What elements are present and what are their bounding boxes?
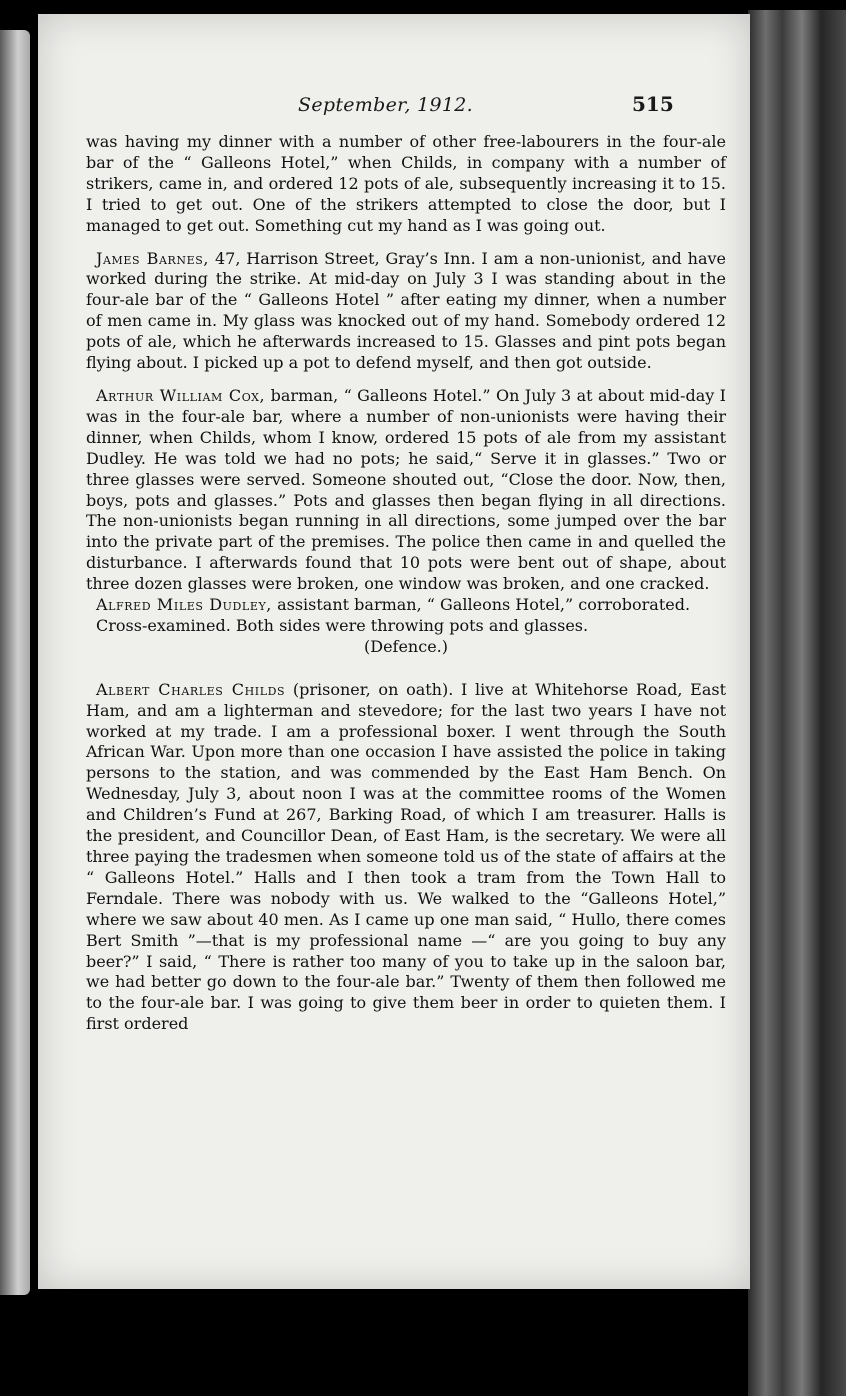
paragraph-text: assistant barman, “ Galleons Hotel,” corroborated. [272, 595, 691, 615]
page-stack-edge [748, 10, 846, 1396]
paragraph-james-barnes [86, 249, 726, 374]
paragraph-cross-examined [86, 616, 726, 637]
speaker-name: Albert Charles Childs [96, 679, 286, 699]
paragraph-text: 47, Harrison Street, Gray’s Inn. I am a non-unionist, and have worked during the strike. At mid-day on July 3 I was standing about in the four-ale bar of the “ Galleons Hotel ” after eating my dinner, when a number of men came in. My glass was knocked out of my hand. Somebody ordered 12 pots of ale, which he afterwards increased to 15. Glasses and pint pots began flying about. I picked up a pot to defend myself, and then got outside. [86, 248, 726, 373]
running-head [38, 92, 750, 122]
paragraph-arthur-william-cox [86, 386, 726, 595]
facing-page-edge [0, 30, 30, 1295]
page-number: 515 [632, 92, 674, 116]
paragraph-text: (prisoner, on oath). I live at Whitehorse Road, East Ham, and am a lighterman and stevedore; for the last two years I have not worked at my trade. I am a professional boxer. I went through the South African War. Upon more than one occasion I have assisted the police in taking persons to the station, and was commended by the East Ham Bench. On Wednesday, July 3, about noon I was at the committee rooms of the Women and Children’s Fund at 267, Barking Road, of which I am treasurer. Halls is the president, and Councillor Dean, of East Ham, is the secretary. We were all three paying the tradesmen when someone told us of the state of affairs at the “ Galleons Hotel.” Halls and I then took a tram from the Town Hall to Ferndale. There was nobody with us. We walked to the “Galleons Hotel,” where we saw about 40 men. As I came up one man said, “ Hullo, there comes Bert Smith ”—that is my professional name —“ are you going to buy any beer?” I said, “ There is rather too many of you to take up in the saloon bar, we had better go down to the four-ale bar.” Twenty of them then followed me to the four-ale bar. I was going to give them beer in order to quieten them. I first ordered [86, 679, 726, 1034]
speaker-name: Arthur William Cox, [96, 385, 266, 405]
paragraph-text: was having my dinner with a number of other free-labourers in the four-ale bar of the “ Galleons Hotel,” when Childs, in company with a number of strikers, came in, and ordered 12 pots of ale, subsequently increasing it to 15. I tried to get out. One of the strikers attempted to close the door, but I managed to get out. Something cut my hand as I was going out. [86, 132, 726, 235]
section-heading-defence: (Defence.) [364, 636, 448, 656]
paragraph-free-labourer-testimony [86, 132, 726, 237]
speaker-name: Alfred Miles Dudley, [96, 595, 272, 615]
running-head-title: September, 1912. [298, 94, 473, 116]
paragraph-text: Cross-examined. Both sides were throwing pots and glasses. [96, 615, 589, 635]
body-text [86, 132, 726, 1035]
paragraph-text: barman, “ Galleons Hotel.” On July 3 at about mid-day I was in the four-ale bar, where a number of non-unionists were having their dinner, when Childs, whom I know, ordered 15 pots of ale from my assistant Dudley. He was told we had no pots; he said,“ Serve it in glasses.” Two or three glasses were served. Someone shouted out, “Close the door. Now, then, boys, pots and glasses.” Pots and glasses then began flying in all directions. The non-unionists began running in all directions, some jumped over the bar into the private part of the premises. The police then came in and quelled the disturbance. I afterwards found that 10 pots were bent out of shape, about three dozen glasses were broken, one window was broken, and one cracked. [86, 385, 726, 594]
paragraph-alfred-miles-dudley [86, 595, 726, 616]
speaker-name: James Barnes, [96, 248, 210, 268]
book-page [38, 14, 750, 1289]
paragraph-albert-charles-childs [86, 680, 726, 1035]
